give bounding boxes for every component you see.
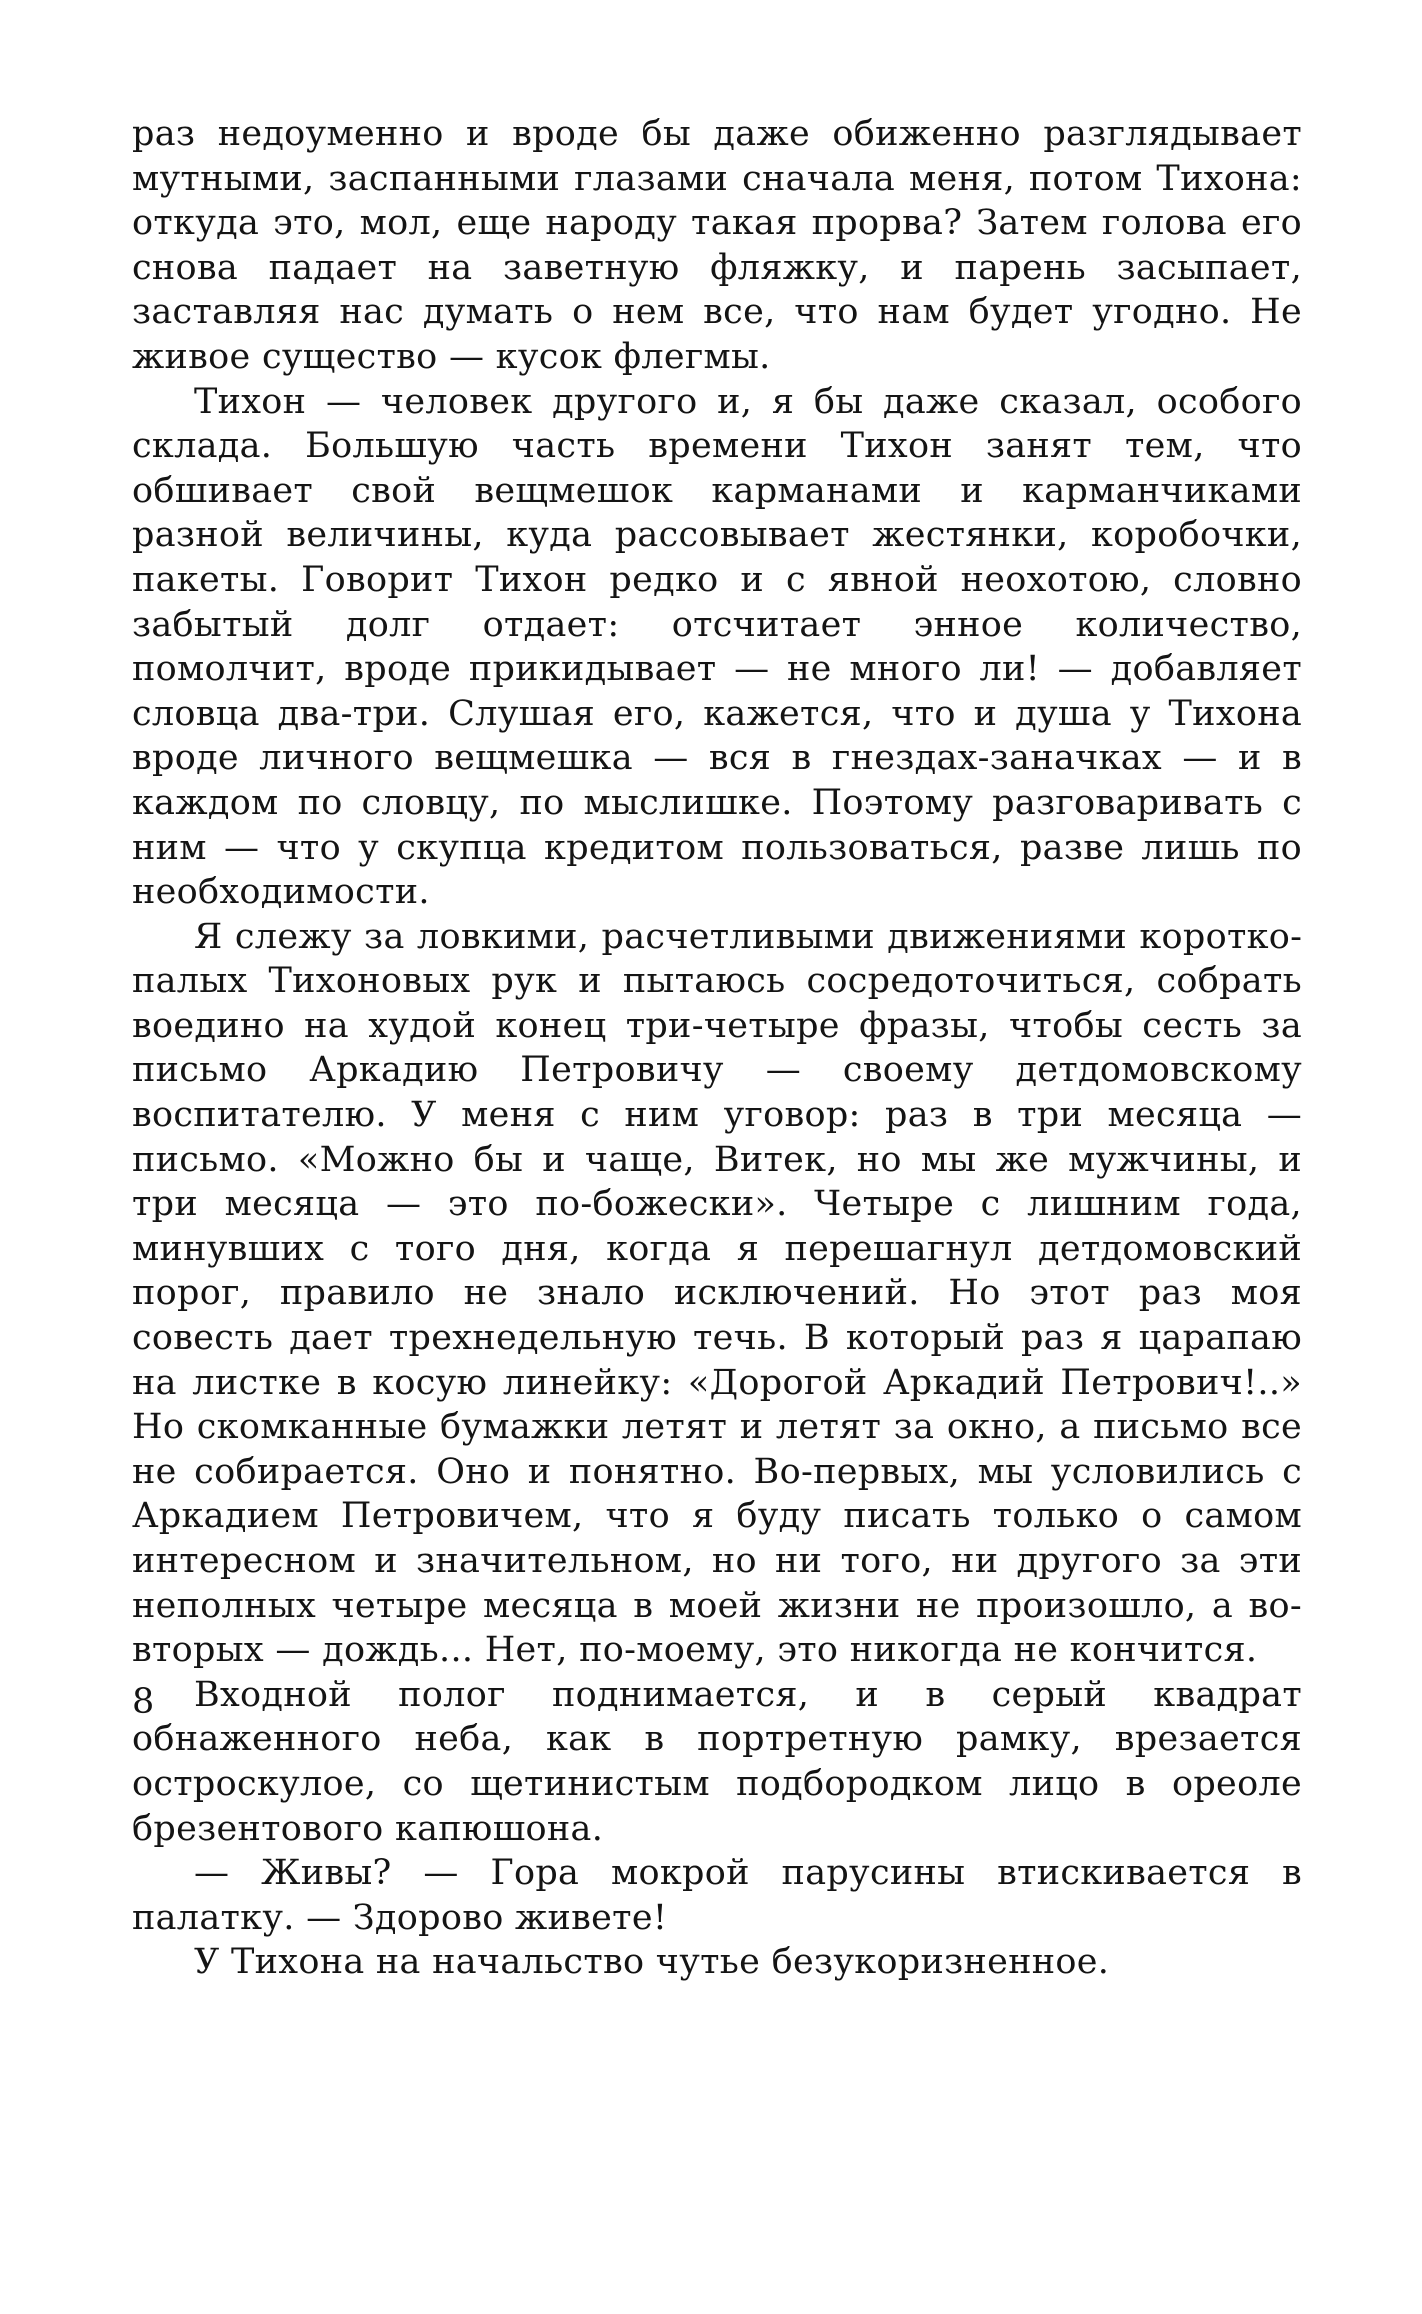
- paragraph-3: Я слежу за ловкими, расчетливыми движениями короткопалых Тихоновых рук и пытаюсь сосредоточиться, собрать воедино на худой конец три-четыре фразы, чтобы сесть за письмо Аркадию Петровичу — своему детдомовскому воспитателю. У меня с ним уговор: раз в три месяца — письмо. «Можно бы и чаще, Витек, но мы же мужчины, и три месяца — это по-божески». Четыре с лишним года, минувших с того дня, когда я перешагнул детдомовский порог, правило не знало исключений. Но этот раз моя совесть дает трехнедельную течь. В который раз я царапаю на листке в косую линейку: «Дорогой Аркадий Петрович!..» Но скомканные бумажки летят и летят за окно, а письмо все не собирается. Оно и понятно. Во-первых, мы условились с Аркадием Петровичем, что я буду писать только о самом интересном и значительном, но ни того, ни другого за эти неполных четыре месяца в моей жизни не произошло, а во-вторых — дождь... Нет, по-моему, это никогда не кончится.: [132, 916, 1302, 1671]
- paragraph-1: раз недоуменно и вроде бы даже обиженно разглядывает мутными, заспанными глазами сначала меня, потом Тихона: откуда это, мол, еще народу такая прорва? Затем голова его снова падает на заветную фляжку, и парень засыпает, заставляя нас думать о нем все, что нам будет угодно. Не живое существо — кусок флегмы.: [132, 114, 1302, 377]
- paragraph-6: У Тихона на начальство чутье безукоризненное.: [194, 1942, 1110, 1983]
- paragraph-2: Тихон — человек другого и, я бы даже сказал, особого склада. Большую часть времени Тихон занят тем, что обшивает свой вещмешок карманами и карманчиками разной величины, куда рассовывает жестянки, коробочки, пакеты. Говорит Тихон редко и с явной неохотою, словно забытый долг отдает: отсчитает энное количество, помолчит, вроде прикидывает — не много ли! — добавляет словца два-три. Слушая его, кажется, что и душа у Тихона вроде личного вещмешка — вся в гнездах-заначках — и в каждом по словцу, по мыслишке. Поэтому разговаривать с ним — что у скупца кредитом пользоваться, разве лишь по необходимости.: [132, 381, 1302, 913]
- page-number: 8: [132, 1682, 155, 1722]
- paragraph-5: — Живы? — Гора мокрой парусины втискивается в палатку. — Здорово живете!: [132, 1853, 1302, 1938]
- paragraph-4: Входной полог поднимается, и в серый квадрат обнаженного неба, как в портретную рамку, врезается остроскулое, со щетинистым подбородком лицо в ореоле брезентового капюшона.: [132, 1674, 1302, 1849]
- page-text: [132, 112, 1302, 1985]
